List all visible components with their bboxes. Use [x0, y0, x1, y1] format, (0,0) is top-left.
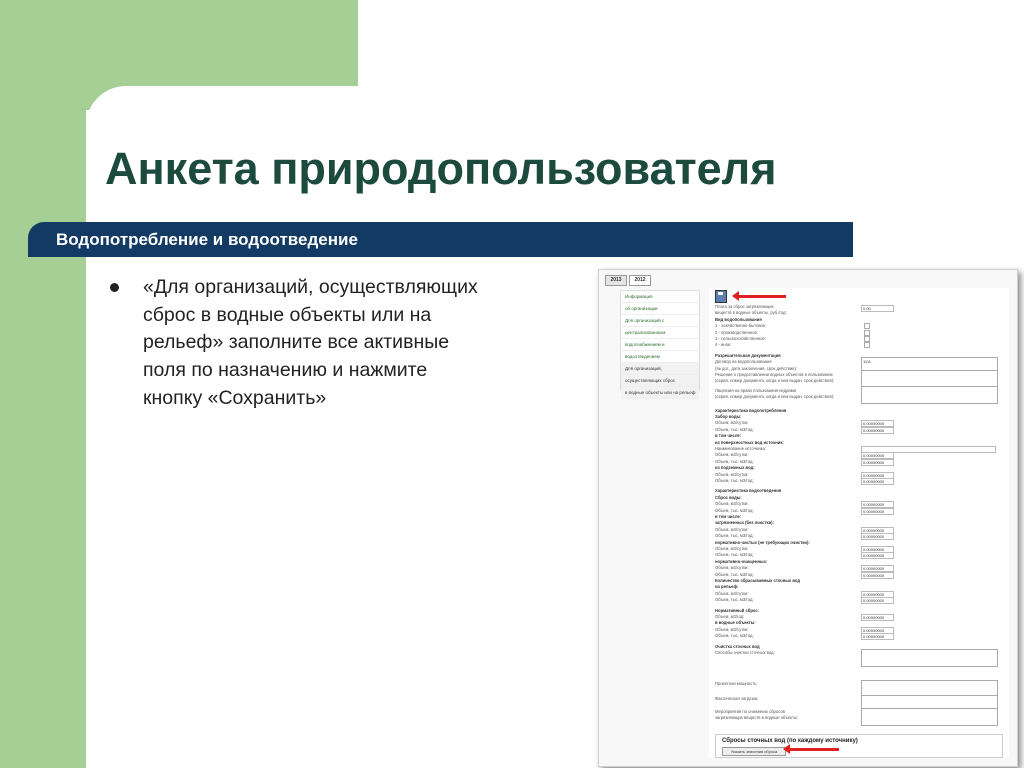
treatment-textarea[interactable]	[861, 649, 998, 667]
form-label: 1 - хозяйственно-бытовое:	[715, 323, 767, 329]
volume-input[interactable]: 0.00000000	[861, 508, 894, 515]
form-label: Объем, тыс. м3/год:	[715, 571, 754, 577]
sidebar-item-centralized[interactable]: централизованным	[621, 327, 699, 339]
form-label: Наименование источника:	[715, 446, 766, 451]
volume-input[interactable]: 0.00000000	[861, 614, 894, 621]
sidebar-item-centralized[interactable]: водоотведением	[621, 351, 699, 363]
volume-input[interactable]: 0.00000000	[861, 546, 894, 553]
form-label: Характеристика водоотведения	[715, 488, 782, 494]
volume-input[interactable]: 0.00000000	[861, 627, 894, 634]
form-label: из подземных вод:	[715, 465, 755, 471]
form-label: Объем, тыс. м3/год:	[715, 478, 754, 483]
volume-input[interactable]: 0.00000000	[861, 452, 894, 459]
sidebar-menu	[620, 290, 700, 395]
red-arrow-icon	[738, 295, 786, 298]
sources-title: Сбросы сточных вод (по каждому источнику)	[722, 738, 858, 744]
specify-discharge-button[interactable]: Указать значения сброса	[722, 747, 786, 756]
tab-2013[interactable]: 2013	[605, 275, 627, 286]
form-label: Характеристика водопотребления	[715, 407, 787, 413]
form-label: Разрешительная документация	[715, 352, 781, 358]
banner-text: Водопотребление и водоотведение	[56, 230, 358, 249]
form-label: загрязняющих веществ в водные объекты:	[715, 715, 799, 721]
sources-box	[715, 734, 1003, 758]
form-label: Фактическая загрузка:	[715, 696, 759, 701]
form-label: Объем, м3/сутки:	[715, 420, 749, 426]
volume-input[interactable]: 0.00000000	[861, 472, 894, 479]
form-label: Решение о предоставлении водных объектов в пользование	[715, 372, 833, 377]
form-label: Объем, тыс. м3/год:	[715, 533, 754, 539]
form-label: Забор воды:	[715, 414, 742, 419]
volume-input[interactable]: 0.00000000	[861, 478, 894, 485]
form-label: Способы очистки сточных вод:	[715, 650, 775, 655]
save-icon[interactable]	[715, 290, 727, 303]
form-label: в том числе:	[715, 514, 742, 519]
form-label: на рельеф:	[715, 584, 739, 590]
form-label: Проектная мощность:	[715, 681, 758, 686]
bullet-icon	[110, 283, 119, 292]
discharge-form	[709, 288, 1009, 758]
water-use-checkbox[interactable]	[864, 330, 870, 336]
form-label: (серия, номер документа, когда и кем выдан, срок действия):	[715, 378, 835, 384]
volume-input[interactable]: 0.00000000	[861, 527, 894, 534]
form-label: Объем, тыс. м3/год:	[715, 552, 754, 558]
water-use-checkbox[interactable]	[864, 336, 870, 342]
form-label: Количество сбрасываемых сточных вод	[715, 578, 800, 583]
form-label: Объем, м3/год:	[715, 614, 745, 619]
tab-2012[interactable]: 2012	[629, 275, 651, 286]
sidebar-item-info[interactable]: об организации	[621, 303, 699, 315]
green-decor-left	[0, 0, 86, 768]
form-label: нормативно-чистых (не требующих очистки):	[715, 539, 810, 545]
form-label: Объем, тыс. м3/год:	[715, 426, 754, 432]
volume-input[interactable]: 0.00000000	[861, 427, 894, 434]
sidebar-item-centralized[interactable]: Для организаций с	[621, 315, 699, 327]
document-textarea[interactable]: 1111	[861, 357, 998, 375]
bullet-line: сброс в водные объекты или на	[143, 303, 432, 326]
red-arrow-icon	[789, 748, 839, 751]
form-label: Вид водопользования	[715, 316, 762, 322]
slide-title: Анкета природопользователя	[105, 143, 777, 194]
form-label: нормативно-очищенных:	[715, 558, 768, 564]
sidebar-item-discharge[interactable]: осуществляющих сброс	[621, 375, 699, 387]
bullet-line: поля по назначению и нажмите	[143, 359, 428, 382]
sidebar-item-centralized[interactable]: водоснабжением и	[621, 339, 699, 351]
form-label: 2 - производственное:	[715, 329, 759, 335]
form-label: Договор на водопользование	[715, 359, 772, 365]
form-screenshot	[598, 269, 1018, 767]
form-label: Объем, м3/сутки:	[715, 471, 749, 477]
sidebar-item-discharge[interactable]: в водные объекты или на рельеф	[621, 387, 699, 399]
form-label: Объем, м3/сутки:	[715, 590, 749, 596]
form-label: Объем, тыс. м3/год:	[715, 633, 754, 639]
form-label: Объем, тыс. м3/год:	[715, 458, 754, 464]
water-use-checkbox[interactable]	[864, 323, 870, 329]
bullet-text	[143, 274, 588, 412]
sidebar-item-discharge[interactable]: Для организаций,	[621, 363, 699, 375]
form-label: в том числе:	[715, 433, 742, 439]
volume-input[interactable]: 0.00000000	[861, 459, 894, 466]
form-label: (№ дог., дата заключения, срок действия):	[715, 365, 798, 371]
form-label: веществ в водные объекты, руб./год:	[715, 310, 787, 316]
form-label: Объем, м3/сутки:	[715, 501, 749, 507]
form-label: Объем, м3/сутки:	[715, 626, 749, 632]
volume-input[interactable]: 0.00000000	[861, 633, 894, 640]
form-label: Сброс воды:	[715, 494, 742, 500]
form-label: 3 - сельскохозяйственное:	[715, 336, 767, 341]
section-banner	[28, 222, 853, 257]
bullet-line: «Для организаций, осуществляющих	[143, 276, 478, 298]
sidebar-item-info[interactable]: Информация	[621, 291, 699, 303]
form-label: Объем, м3/сутки:	[715, 565, 749, 571]
fee-input[interactable]: 0.00	[861, 305, 894, 312]
volume-input[interactable]: 0.00000000	[861, 420, 894, 427]
form-label: Нормативный сброс:	[715, 607, 760, 613]
form-label: Объем, м3/сутки:	[715, 526, 749, 532]
water-use-checkbox[interactable]	[864, 342, 870, 348]
volume-input[interactable]: 0.00000000	[861, 552, 894, 559]
volume-input[interactable]: 0.00000000	[861, 501, 894, 508]
volume-input[interactable]: 0.00000000	[861, 533, 894, 540]
bullet-line: кнопку «Сохранить»	[143, 386, 327, 409]
form-label: Мероприятия по снижению сбросов	[715, 709, 785, 714]
form-label: в водные объекты:	[715, 620, 756, 626]
form-label: 4 - иное:	[715, 342, 732, 348]
treatment-textarea[interactable]	[861, 708, 998, 726]
volume-input[interactable]: 0.00000000	[861, 565, 894, 572]
volume-input[interactable]: 0.00000000	[861, 591, 894, 598]
form-label: Объем, м3/сутки:	[715, 546, 749, 551]
volume-input[interactable]: 0.00000000	[861, 572, 894, 579]
form-label: Объем, тыс. м3/год:	[715, 507, 754, 513]
volume-input[interactable]: 0.00000000	[861, 597, 894, 604]
form-label: Лицензия на право пользования недрами	[715, 387, 796, 393]
document-textarea[interactable]	[861, 386, 998, 404]
form-label: Объем, м3/сутки:	[715, 452, 749, 458]
form-label: загрязненных (без очистки):	[715, 520, 774, 526]
form-label: Объем, тыс. м3/год:	[715, 597, 754, 603]
form-label: Очистка сточных вод	[715, 643, 760, 649]
form-label: из поверхностных вод источник:	[715, 439, 784, 445]
bullet-line: рельеф» заполните все активные	[143, 331, 450, 354]
form-label: Плата за сброс загрязняющих	[715, 304, 774, 309]
form-label: (серия, номер документа, когда и кем выдан, срок действия):	[715, 394, 835, 400]
